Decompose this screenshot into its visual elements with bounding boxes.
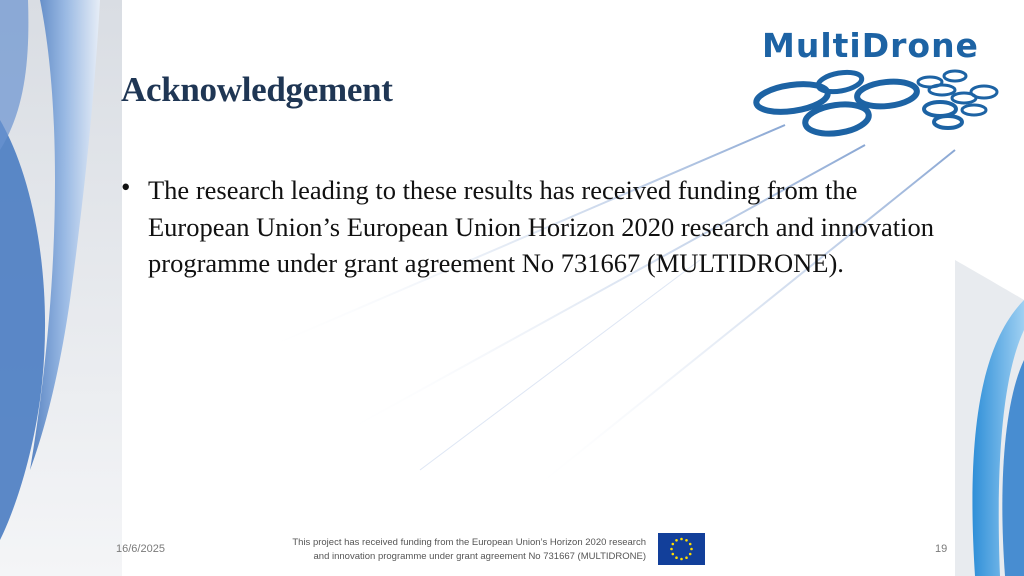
eu-flag-icon xyxy=(658,533,705,565)
slide-body xyxy=(121,172,961,282)
bullet-item xyxy=(121,172,961,282)
streak-4 xyxy=(420,260,700,470)
bullet-dot-icon: • xyxy=(121,172,131,202)
slide-title: Acknowledgement xyxy=(121,70,393,109)
logo-wordmark: MultiDrone xyxy=(762,26,979,65)
footer-funding-line-1: This project has received funding from the European Union’s Horizon 2020 research xyxy=(292,537,646,548)
footer-funding-line-2: and innovation programme under grant agreement No 731667 (MULTIDRONE) xyxy=(313,550,646,562)
footer-funding-note xyxy=(250,536,646,563)
bullet-text: The research leading to these results has received funding from the European Union’s European Union Horizon 2020 research and innovation programme under grant agreement No 731667 (MULTIDRONE). xyxy=(148,175,934,278)
footer-date: 16/6/2025 xyxy=(116,543,165,555)
drone-rings-icon xyxy=(752,26,1002,141)
page-number: 19 xyxy=(935,543,948,555)
eu-stars-icon xyxy=(658,533,705,565)
multidrone-logo xyxy=(752,26,1002,141)
